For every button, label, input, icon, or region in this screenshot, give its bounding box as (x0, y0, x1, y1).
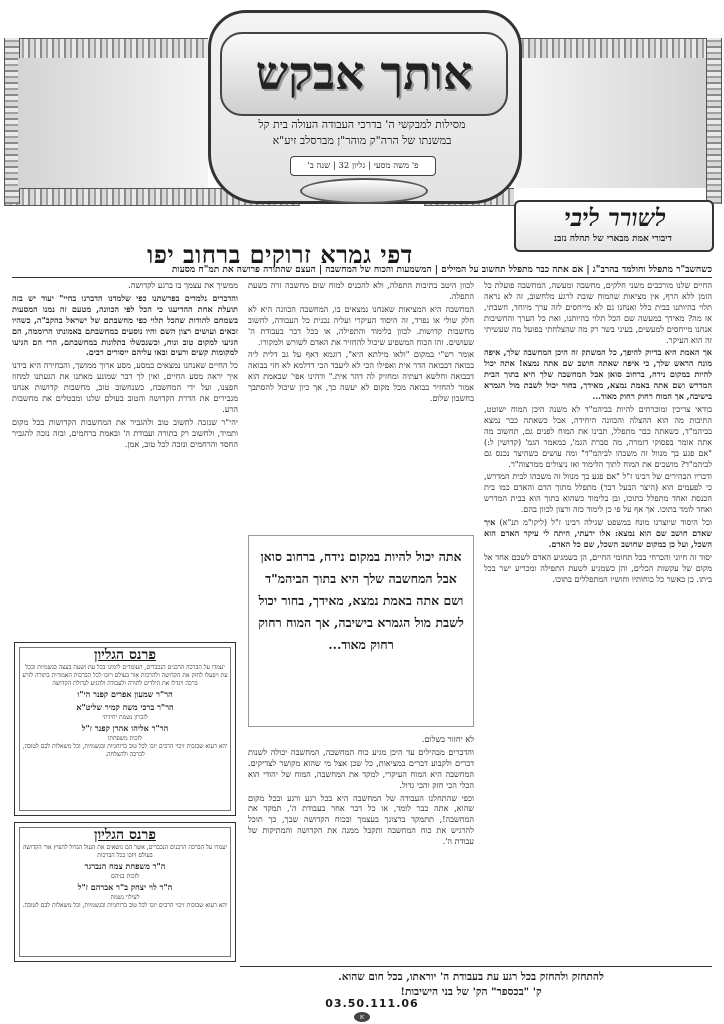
donor-footer: יהא רעוא שבזכות זיכוי הרבים יזכו לכל טוב ברוחניות ובגשמיות, וכל משאלות לבם לטובה, לברכה ולהצלחה. (22, 743, 228, 758)
donor-dedication: לזכות בניהם (110, 873, 140, 880)
paragraph: יסוד זה חיוני והכרחי בכל תחומי החיים, הן כשמגיע האדם לשכם אחד אל מקום של עקשות הכלים, והן כשמגיע לשעת התפילה ומכריע ישר בכל ביתו. כן כאשר כל כוחותיו וחושיו המתפללים בתוכו. (484, 551, 712, 584)
donor-box-2 (14, 822, 236, 962)
paragraph: לכוון היטב בתיבות התפלה, ולא להכניס למוח שום מחשבה זרה בשעת התפלה. (248, 280, 474, 301)
paragraph: והדברים מבהילים עד היכן מגיע כוח המחשבה, המחשבה יכולה לשנות דברים ולקבוע דברים במציאות, כל שכן אצל מי שהוא מקושר לצדיקים. המחשבה היא המוח העיקרי, למקד את המחשבה, המוח של יהודי הוא הכלי הכי חזק והכי גדול. (248, 746, 474, 790)
donor-name: ה"ר לוי יצחק ב"ר אברהם ז"ל (77, 882, 173, 892)
paragraph: ממשיך את עצמך בו ברגע לקדושה. (128, 280, 238, 290)
donor-dedication: לזכרון נשמת יחידתי (102, 714, 148, 721)
donor-dedication: לזכות משפחתו (107, 735, 143, 742)
footer-rule (240, 966, 712, 967)
section-title: לשורר ליבי (564, 203, 666, 232)
donor-name: הר"ר ברכי משה קמיר שליט"א (76, 702, 174, 712)
page-number: א (354, 1012, 370, 1022)
paragraph: החיים שלנו מורכבים משני חלקים, מחשבה ומעשה, המחשבה פועלת כל הזמן ללא הרף, אין מציאות שהמוח שובת לרגע מלחשוב, זה לא נראה תלוי בהיותנו בבית כלל ואנחנו גם לא מייחסים לזה ערך מיוחד, חשבתי, אז מה? מאידך במעשה שם הכל תלוי בהיותנו, ואת כל הערך והחשיבות אנחנו מייחסים למעשים, בעיני בשר רק מה שהצלחתי בפועל מה שעשיתי זה הוא העיקר. (484, 280, 712, 345)
donor-name: הר"ר שמעון אפרים קפנר הי"ו (77, 689, 173, 699)
article-subline: כשחשב"ר מתפלל וחולמד בהרב"ג | אם אתה כבר מתפלל תחשוב על המילים | המשמעות והכוח של המחשבה | העצם שהתורה פרושה את תמ"ח מסעות (12, 264, 712, 278)
paragraph: אך האמת היא בדיוק להיפך, כל המשתק זה היכן המחשבה שלך, איפה מונח הראש שלך, כי איפה שאתה חושב שם אתה נמצא! אתה יכול להיות במקום נידח, ברחוב סואן אבל המחשבה שלך היא בתוך הבית המדרש ושם אתה באמת נמצא, מאידך, בחור יכול לשבת מול הגמרא בישיבה, אך המוח רחוק רחוק מאוד... (484, 347, 712, 402)
paragraph: לא יחזור בשלום. (421, 734, 474, 744)
donor-heading: פרנס הגליון (94, 647, 156, 663)
pull-quote: אתה יכול להיות במקום נידח, ברחוב סואן אבל המחשבה שלך היא בתוך הביהמ"ד ושם אתה באמת נמצא, מאידך, בחור יכול לשבת מול הגמרא בישיבה, אך המוח רחוק רחוק מאוד... (248, 535, 474, 727)
donor-heading: פרנס הגליון (94, 827, 156, 843)
paragraph: אומר רש"י במקום "ולאו מילתא היא", דוגמא דאף על גב דלית ליה בבואה דבבואה הדר אית ואפילו הכי לא ליעבד הכי דדלמא לא חזי בבואה דבבואה וחלשא דעתיה ומחזיק לה דהר אית." ודהינו אפי' שבאמת הוא אמור להחזיר בבואה מכל מקום לא יעשה כך, אך כיון שיכול להסתבך בחשבון שלום. (248, 349, 474, 404)
donor-box-frame (19, 647, 231, 811)
donor-dedication: לעילוי נשמת (110, 894, 140, 901)
donor-box-frame (19, 827, 231, 957)
paragraph: וכפי שהתחלנו העבודה של המחשבה היא בכל רגע ורגע ובכל מקום שהוא, אתה כבר לומד, או כל דבר אחר בעבודת ה', תמקד את המחשבה!, תתמקד ברצונך בעצמך ובכוח הקדושה שבך, כך תוכל להרגיש את כוח המחשבה ותקבל ממנה את הקדושה והמתיקות של עבודת ה'. (248, 792, 474, 847)
article-column-left (12, 280, 238, 638)
donor-name: ה"ר משפחת צמח הנברגר (84, 861, 166, 871)
header-shading-left (18, 58, 208, 188)
paragraph: יהי"ר שנזכה לחשוב טוב ולהגביר את המחשבות הקדושות בכל מקום ותמיד, ולחשוב רק בתורה ועבודת ה' ובאמת ברחמים, ובזה נזכה להגביר החסד והרחמים ונזכה לכל טוב, אמן. (12, 416, 238, 449)
paragraph (484, 517, 712, 550)
footer-phone: 03.50.111.06 (325, 997, 419, 1010)
footer-line-1: להתחזק ולהחזק בכל רגע עת בעבודת ה' יוראתו, בכל חום שהוא. (338, 971, 604, 983)
top-ornament-right (516, 38, 720, 60)
article-headline: דפי גמרא זרוקים ברחוב יפו (147, 240, 413, 269)
side-ornament-right (706, 38, 722, 204)
paragraph: ודבריו הבהירים של רבינו ז"ל "אם פגע בך מנוול זה משכהו לבית המדרש, כי לפעמים הוא (היצר הבעל דבר) מתפלל מתוך הדם והאדם כמו בית הכנסת ואחד מתפלל בתוכו, ובן בלימוד כשהוא בתוך הוא בבית המדרש ואחד לומד בתוכו. אך אף על פי כן לימוד כזה ורצון לכוון בהם. (484, 471, 712, 515)
donor-text: יעמדו על הברכה הרבנים הנכבדים, אשר הם נושאים את העול הגדול להפיץ אור הקדושה בעולם ויזכו בכל הברכות (22, 844, 228, 859)
paragraph: והדברים נלמדים בפרשתנו כפי שלמדנו הדברנו בחיי" יעוד יש בזה תועלת אחת ההדיעגו כי הכל לפי הכוונה, מטעם זה נמנו המסעות בשמחם להודות שהכל תלוי כפי מחשבתם של ישראל בהקב"ה, כשהיו זכאים ועושים רצון השם והיו נוסעים במחשבתם באמונתו הרוממה, הם הגיעו למקום טוב ונוח, וכשנכשלו בתלונות במחשבתם, הרי הם הגיעו למקומות קשים ורעים ובאו עליהם ייסורים רבים. (12, 292, 238, 358)
scroll-ornament (300, 178, 428, 204)
article-column-middle-bottom (248, 734, 474, 964)
masthead-title: אותך אבקש (220, 32, 508, 116)
masthead-subtitle-1: מסילות למבקשי ה' בדרכי העבודה העולה בית קל (258, 118, 466, 131)
section-subtitle: דיבורי אמת מבארי של תהלה נזבנ (554, 234, 672, 244)
donor-footer: יהא רעוא שבזכות זיכוי הרבים יזכו לכל טוב ברוחניות ובגשמיות, וכל משאלות לבם לטובה. (22, 902, 228, 909)
header-shading-right (516, 58, 706, 188)
footer-text (226, 970, 716, 1000)
highlight-text: איך שאדם חושב שם הוא נמצא: אלו ידעתי, היתה לי עיקר האדם הוא השכל, ועל כן במקום שחושב השכל, שם כל האדם. (484, 517, 712, 549)
top-ornament-left (4, 38, 208, 60)
donor-name: הר"ר אליהו אהרן קפנר ז"ל (81, 723, 169, 733)
article-column-right (484, 280, 712, 964)
masthead-subtitle-2: במשנתו של הרה"ק מוהר"ן מברסלב זיע"א (272, 134, 452, 147)
issue-info: פ' משה מסעי | גליון 32 | שנה ב' (290, 156, 436, 176)
paragraph: המחשבה היא המציאות שאנחנו נמצאים בו, המחשבה הכוונה היא לא חלק שולי או נפרד, זה היסוד העיקרי ועליה נבנית כל העבודה, לחשוב מחשבות קדושות. לכוון בלימוד והתפילה, או בכל דבר בעבודת ה' שעושים. זהו הכוח המשפיע שיכול להחזיר את האדם לשורש ולמקורו. (248, 303, 474, 347)
donor-box-1 (14, 642, 236, 816)
paragraph: בודאי צריכין ומוכרחים להיות בביהמ"ד לא משנה היכן המוח ישוטט, התיבות מה הוא ההצלה והכוונה היחידה, אבל כשאתה כבר נמצא בביהמ"ד, כשאתה כבר מתפלל, תבינו את המוח לפנים גם, תחשוב מה אתה אומר בפסוקי דזמרה, מה סברת הגמ', כמאמר הגמ' (קדושין ל:) "אם פגע בך מנוול זה משכהו לביהמ"ד" ומה עושים כשהיצר נכנס גם לביהמ"ד? מושכים את המוח לתוך הלימוד ואז ניצולים ממרצוה"ר. (484, 403, 712, 469)
donor-text: יעמדו על הברכה הרבנים הנכבדים, העומדים לימינו בכל עת ושעה בעצה בגשמיות ובכל עת ויפעלו לחזק את הקדושה ולהרבות אור בעולם ויזכו לכל הברכות האמורות בתורה לזרע ברכה ויגדלו את הילדים לתורה ולעבודה ולהגיע לגדולת הקדושה (22, 664, 228, 687)
footer-line-2: ק' "בכספר" הק' של בני הישיבות! (400, 986, 542, 998)
paragraph-lead: וכל היסוד שיוצרנו מונח במשפט שגילה רבינו ז"ל (ליקו"מ תנ"א) (495, 517, 712, 528)
article-column-middle-top (248, 280, 474, 530)
paragraph: כל החיים שאנחנו נמצאים במסע, מסע ארוך ממושך, והבחירה היא בידנו איך יראה מסע החיים, ואין לך דבר שמונע מאתנו את הגעתנו למחוז חפצנו, ועל ידי המחשבה, כשנחשוב טוב, מחשבות קדושות אנחנו מגבירים את הדרת הקדושה והטוב בעולם שלנו ומבטלים את מחשבות הרע. (12, 360, 238, 414)
